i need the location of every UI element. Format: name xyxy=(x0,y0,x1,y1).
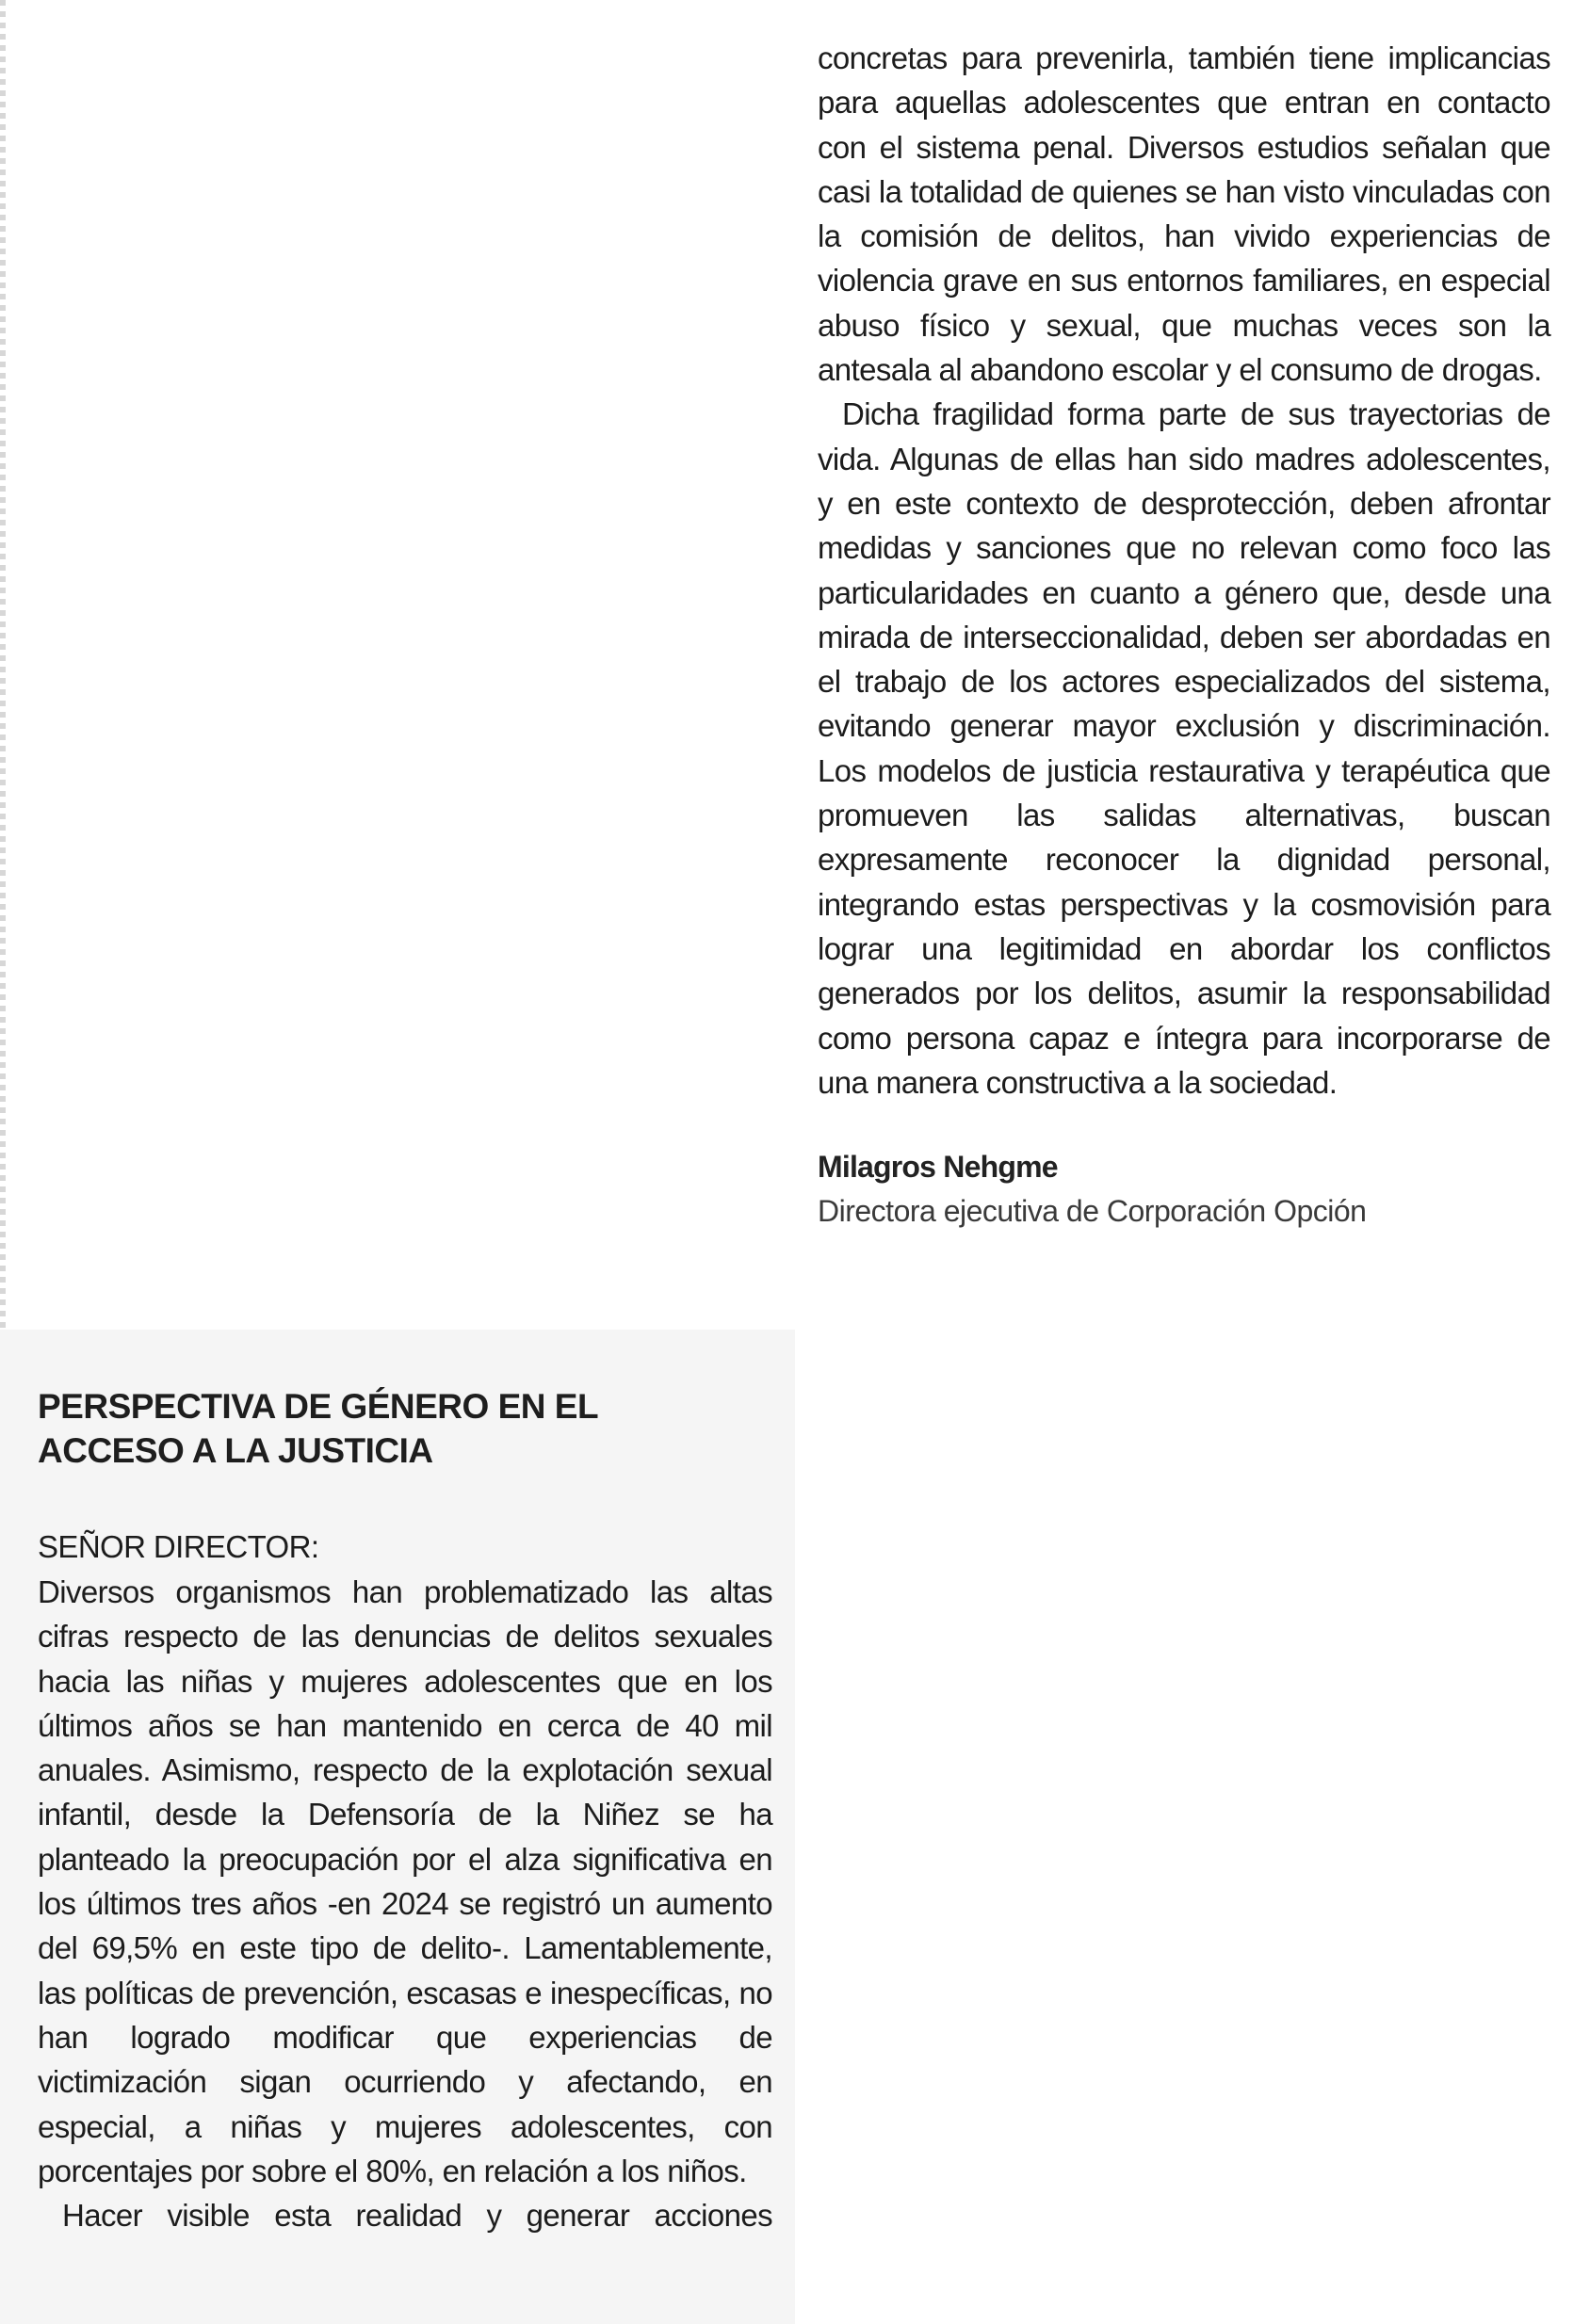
signature-role: Directora ejecutiva de Corporación Opción xyxy=(818,1194,1367,1229)
letter-salutation: SEÑOR DIRECTOR: xyxy=(38,1529,319,1564)
letter-paragraph-2-start: Hacer visible esta realidad y generar acciones xyxy=(62,2198,772,2234)
letter-continuation-paragraph: concretas para prevenirla, también tiene implicancias para aquellas adolescentes que entran en contacto con el sistema penal. Diversos estudios señalan que casi la totalidad de quienes se han visto vinculadas con la comisión de delitos, han vivido experiencias de violencia grave en sus entornos familiares, en especial abuso físico y sexual, que muchas veces son la antesala al abandono escolar y el consumo de drogas. xyxy=(818,40,1550,388)
letter-paragraph-2: Dicha fragilidad forma parte de sus trayectorias de vida. Algunas de ellas han sido madres adolescentes, y en este contexto de desprotección, deben afrontar medidas y sanciones que no relevan como foco las particularidades en cuanto a género que, desde una mirada de interseccionalidad, deben ser abordadas en el trabajo de los actores especializados del sistema, evitando generar mayor exclusión y discriminación. Los modelos de justicia restaurativa y terapéutica que promueven las salidas alternativas, buscan expresamente reconocer la dignidad personal, integrando estas perspectivas y la cosmovisión para lograr una legitimidad en abordar los conflictos generados por los delitos, asumir la responsabilidad como persona capaz e íntegra para incorporarse de una manera constructiva a la sociedad. xyxy=(818,396,1550,1100)
letter-headline: PERSPECTIVA DE GÉNERO EN EL ACCESO A LA JUSTICIA xyxy=(38,1387,598,1470)
letter-box-content xyxy=(38,1384,772,2237)
letter-signature xyxy=(818,1146,1550,1235)
letter-paragraph-1: Diversos organismos han problematizado las altas cifras respecto de las denuncias de delitos sexuales hacia las niñas y mujeres adolescentes que en los últimos años se han mantenido en cerca de 40 mil anuales. Asimismo, respecto de la explotación sexual infantil, desde la Defensoría de la Niñez se ha planteado la preocupación por el alza significativa en los últimos tres años -en 2024 se registró un aumento del 69,5% en este tipo de delito-. Lamentablemente, las políticas de prevención, escasas e inespecíficas, no han logrado modificar que experiencias de victimización sigan ocurriendo y afectando, en especial, a niñas y mujeres adolescentes, con porcentajes por sobre el 80%, en relación a los niños. xyxy=(38,1574,772,2188)
signature-name: Milagros Nehgme xyxy=(818,1150,1058,1185)
letter-box xyxy=(0,1330,795,2324)
letter-continuation-column xyxy=(818,36,1550,1235)
